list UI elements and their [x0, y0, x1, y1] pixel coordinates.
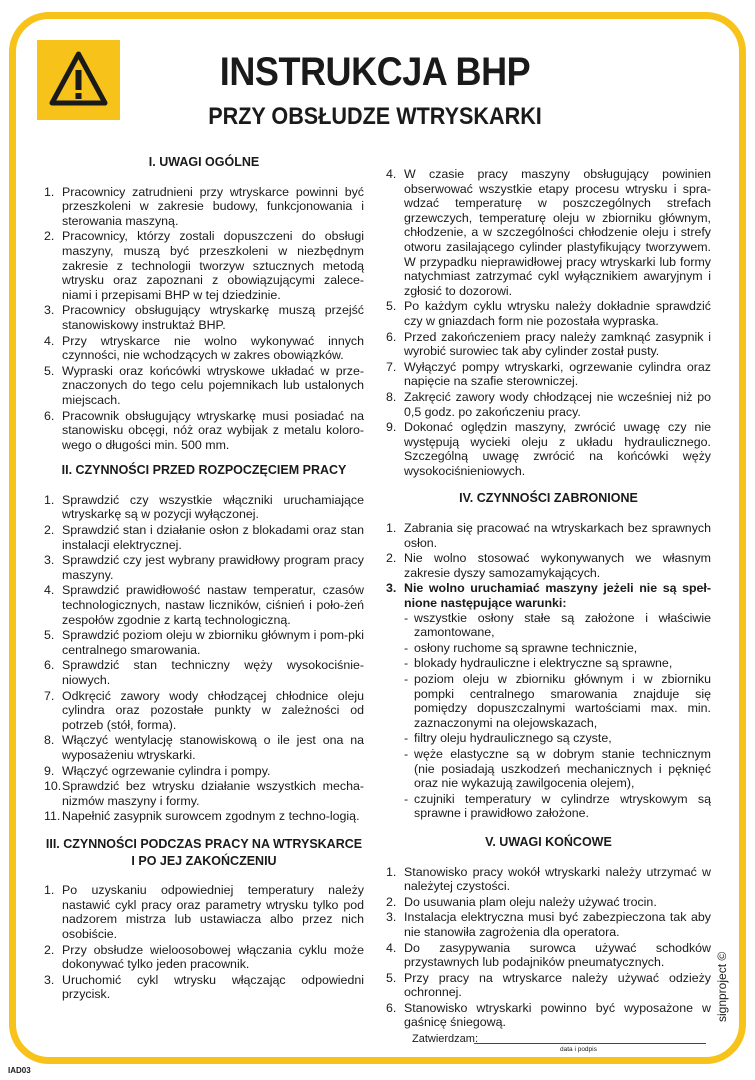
list-item: 6. Pracownik obsługujący wtryskarkę musi posiadać na stanowisku obcęgi, nóż oraz wybijak z metalu koloro-wego o długości min. 500 mm.	[44, 408, 364, 452]
list-item: 4. Przy wtryskarce nie wolno wykonywać innych czynności, nie wchodzących w zakres obowiązków.	[44, 333, 364, 363]
warning-triangle-icon	[37, 40, 120, 120]
section-3-heading: III. CZYNNOŚCI PODCZAS PRACY NA WTRYSKARCE	[45, 836, 363, 851]
condition-item: - czujniki temperatury w cylindrze wtryskowym są sprawne i prawidłowo założone.	[404, 791, 711, 821]
signature-line	[474, 1043, 706, 1044]
list-item: 9. Włączyć ogrzewanie cylindra i pompy.	[44, 763, 271, 778]
list-item: 5. Sprawdzić poziom oleju w zbiorniku głównym i pom-pki centralnego smarowania.	[44, 628, 364, 657]
condition-item: - filtry oleju hydraulicznego są czyste,	[404, 731, 612, 746]
list-item: 7. Odkręcić zawory wody chłodzącej chłodnice oleju cylindra oraz pozostałe punkty w zależności od potrzeb (stół, forma).	[44, 688, 364, 732]
condition-item: - blokady hydrauliczne i elektryczne są sprawne,	[404, 656, 673, 671]
signature-caption: data i podpis	[560, 1046, 597, 1053]
left-column	[44, 155, 364, 1003]
list-item: 8. Włączyć wentylację stanowiskową o ile jest ona na wyposażeniu wtryskarki.	[44, 733, 364, 762]
list-item: 2. Do usuwania plam oleju należy używać trocin.	[386, 894, 657, 909]
list-item: 4. W czasie pracy maszyny obsługujący powinien obserwować wszystkie etapy procesu wtrysku i spra-wdzać temperaturę w poszczególnych strefach grzewczych, temperaturę oleju w zbiorniku głównym, chłodzenie, a w szczególności chłodzenie oleju i strefy otworu zasilającego cylinder plastyfikujący tworzywem. W przypadku nieprawidłowej pracy wtryskarki lub formy natychmiast zatrzymać cykl wyłącznikiem awaryjnym i zgłosić to dozorowi.	[386, 167, 711, 298]
section-5-list	[386, 865, 711, 1031]
list-item: 5. Po każdym cyklu wtrysku należy dokładnie sprawdzić czy w gniazdach form nie pozostała wypraska.	[386, 299, 711, 328]
page-title: INSTRUKCJA BHP	[219, 50, 531, 94]
list-item: 2. Nie wolno stosować wykonywanych we własnym zakresie dyszy samozamykających.	[386, 551, 711, 580]
conditions-intro: Nie wolno uruchamiać maszyny jeżeli nie są speł-nione następujące warunki:	[404, 581, 711, 611]
approve-label: Zatwierdzam:	[412, 1033, 479, 1045]
list-item: 5. Przy pracy na wtryskarce należy używać odzieży ochronnej.	[386, 970, 711, 1000]
list-item: 5. Wypraski oraz końcówki wtryskowe układać w prze-znaczonych do tego celu pojemnikach lub ustalonych miejscach.	[44, 363, 364, 407]
list-item: 9. Dokonać oględzin maszyny, zwrócić uwagę czy nie występują wycieki oleju z układu hydraulicznego. Szczególną uwagę zwrócić na końcówki węży wysokociśnieniowych.	[386, 420, 711, 478]
list-item: 4. Sprawdzić prawidłowość nastaw temperatur, czasów technologicznych, nastaw liczników, ciśnień i poło-żeń zespołów zgodnie z kartą technologiczną.	[44, 583, 364, 627]
brand-mark: signproject ©	[715, 951, 729, 1022]
list-item: 2. Sprawdzić stan i działanie osłon z blokadami oraz stan instalacji elektrycznej.	[44, 523, 364, 552]
page-subtitle: PRZY OBSŁUDZE WTRYSKARKI	[208, 103, 542, 130]
section-3-list	[44, 883, 364, 1002]
list-item: 3. Sprawdzić czy jest wybrany prawidłowy program pracy maszyny.	[44, 553, 364, 582]
list-item: 3. Uruchomić cykl wtrysku włączając odpowiedni przycisk.	[44, 972, 364, 1002]
list-item: 6. Przed zakończeniem pracy należy zamknąć zasypnik i wyrobić surowiec tak aby cylinder został pusty.	[386, 329, 711, 359]
product-code: IAD03	[8, 1066, 31, 1075]
list-item: 1. Po uzyskaniu odpowiedniej temperatury należy nastawić cykl pracy oraz parametry wtrysku tylko pod nadzorem mistrza lub ustawiacza albo przez nich osobiście.	[44, 883, 364, 941]
section-4-heading: IV. CZYNNOŚCI ZABRONIONE	[459, 491, 638, 506]
list-item: 2. Pracownicy, którzy zostali dopuszczeni do obsługi maszyny, muszą być przeszkoleni w niezbędnym zakresie z technologii tworzyw sztucznych metodą wtrysku oraz zapoznani z obowiązującymi zalece-niami i przepisami BHP w tej dziedzinie.	[44, 229, 364, 302]
section-1-list	[44, 185, 364, 453]
list-item: 7. Wyłączyć pompy wtryskarki, ogrzewanie cylindra oraz napięcie na szafie sterowniczej.	[386, 359, 711, 389]
list-item: 8. Zakręcić zawory wody chłodzącej nie wcześniej niż po 0,5 godz. po zakończeniu pracy.	[386, 389, 711, 419]
right-column	[386, 167, 711, 1031]
list-item: 1. Stanowisko pracy wokół wtryskarki należy utrzymać w należytej czystości.	[386, 864, 711, 894]
section-4-list	[386, 521, 711, 822]
list-item: 3. Pracownicy obsługujący wtryskarkę muszą przejść stanowiskowy instruktaż BHP.	[44, 303, 364, 332]
list-item: 3. Nie wolno uruchamiać maszyny jeżeli nie są speł-nione następujące warunki: - wszystkie osłony stałe są założone i właściwie zamontowane, - osłony ruchome są sprawne technicznie, - blokady hydrauliczne i elektryczne są sprawne, - poziom oleju w zbiorniku głównym i w zbiorniku pompki centralnego smarowania znajduje się pomiędzy dopuszczalnymi wartościami max. min. zaznaczonymi na olejowskazach, - filtry oleju hydraulicznego są czyste, - węże elastyczne są w dobrym stanie technicznym (nie posiadają uszkodzeń mechanicznych i pęknięć oraz nie wykazują zawilgocenia olejem), - czujniki temperatury w cylindrze wtryskowym są sprawne i prawidłowo założone.	[386, 581, 711, 821]
section-1-heading: I. UWAGI OGÓLNE	[148, 155, 260, 169]
list-item: 1. Zabrania się pracować na wtryskarkach bez sprawnych osłon.	[386, 521, 711, 550]
condition-item: - węże elastyczne są w dobrym stanie technicznym (nie posiadają uszkodzeń mechanicznych i pęknięć oraz nie wykazują zawilgocenia olejem),	[404, 746, 711, 791]
section-2-heading: II. CZYNNOŚCI PRZED ROZPOCZĘCIEM PRACY	[61, 463, 347, 478]
list-item: 4. Do zasypywania surowca używać schodków przystawnych lub podajników pneumatycznych.	[386, 940, 711, 970]
section-2-list	[44, 493, 364, 824]
list-item: 6. Sprawdzić stan techniczny węży wysokociśnie-niowych.	[44, 658, 364, 687]
condition-item: - wszystkie osłony stałe są założone i właściwie zamontowane,	[404, 610, 711, 640]
list-item: 3. Instalacja elektryczna musi być zabezpieczona tak aby nie stanowiła zagrożenia dla operatora.	[386, 910, 711, 939]
section-3-heading-line2: I PO JEJ ZAKOŃCZENIU	[131, 853, 277, 868]
section-3-list-continued	[386, 167, 711, 478]
list-item: 1. Pracownicy zatrudnieni przy wtryskarce powinni być przeszkoleni w zakresie budowy, funkcjonowania i sterowania maszyną.	[44, 184, 364, 228]
condition-item: - osłony ruchome są sprawne technicznie,	[404, 640, 638, 655]
condition-item: - poziom oleju w zbiorniku głównym i w zbiorniku pompki centralnego smarowania znajduje się pomiędzy dopuszczalnymi wartościami max. min. zaznaczonymi na olejowskazach,	[404, 672, 711, 730]
list-item: 11. Napełnić zasypnik surowcem zgodnym z techno-logią.	[44, 809, 360, 824]
conditions-list	[404, 611, 711, 821]
list-item: 6. Stanowisko wtryskarki powinno być wyposażone w gaśnicę śniegową.	[386, 1000, 711, 1030]
section-5-heading: V. UWAGI KOŃCOWE	[485, 834, 612, 849]
list-item: 2. Przy obsłudze wieloosobowej włączania cyklu może dokonywać tylko jeden pracownik.	[44, 942, 364, 972]
list-item: 10. Sprawdzić bez wtrysku działanie wszystkich mecha-nizmów maszyny i formy.	[44, 779, 364, 808]
list-item: 1. Sprawdzić czy wszystkie włączniki uruchamiające wtryskarkę są w pozycji wyłączonej.	[44, 492, 364, 522]
